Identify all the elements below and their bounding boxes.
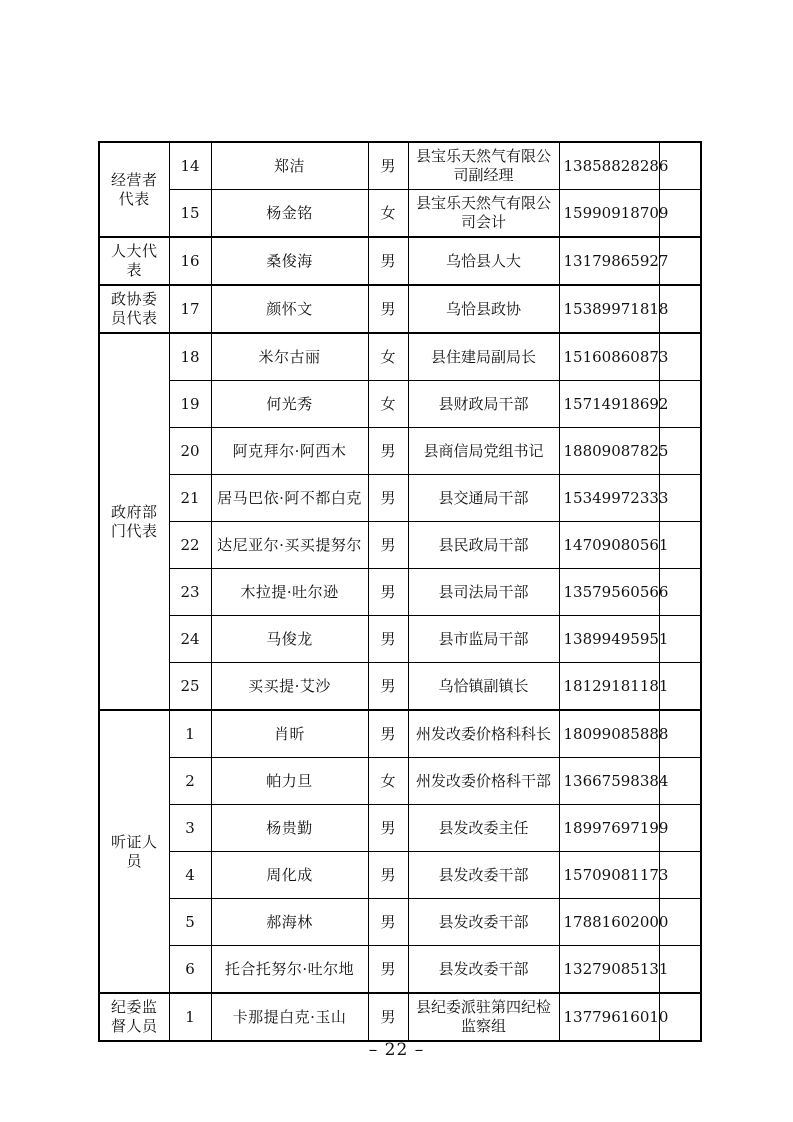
name-cell: 达尼亚尔·买买提努尔 <box>211 522 368 569</box>
position-cell: 县发改委主任 <box>408 805 559 852</box>
name-cell: 米尔古丽 <box>211 333 368 381</box>
position-cell: 县市监局干部 <box>408 616 559 663</box>
position-cell: 县财政局干部 <box>408 381 559 428</box>
position-cell: 州发改委价格科科长 <box>408 710 559 758</box>
phone-cell: 13579560566 <box>559 569 659 616</box>
gender-cell: 男 <box>368 616 408 663</box>
row-number-cell: 2 <box>169 758 211 805</box>
table-row <box>99 285 701 333</box>
table-row <box>99 663 701 711</box>
table-row <box>99 237 701 285</box>
name-cell: 杨贵勤 <box>211 805 368 852</box>
name-cell: 肖昕 <box>211 710 368 758</box>
row-number-cell: 24 <box>169 616 211 663</box>
name-cell: 郝海林 <box>211 899 368 946</box>
phone-cell: 13279085131 <box>559 946 659 994</box>
gender-cell: 男 <box>368 142 408 190</box>
row-number-cell: 14 <box>169 142 211 190</box>
position-cell: 州发改委价格科干部 <box>408 758 559 805</box>
phone-cell: 13667598384 <box>559 758 659 805</box>
phone-cell: 15714918692 <box>559 381 659 428</box>
category-cell: 政协委员代表 <box>99 285 169 333</box>
table-row <box>99 616 701 663</box>
table-row <box>99 993 701 1041</box>
gender-cell: 男 <box>368 237 408 285</box>
gender-cell: 女 <box>368 381 408 428</box>
row-number-cell: 5 <box>169 899 211 946</box>
table-row <box>99 852 701 899</box>
page-number: – 22 – <box>368 1040 425 1060</box>
row-number-cell: 23 <box>169 569 211 616</box>
name-cell: 居马巴依·阿不都白克 <box>211 475 368 522</box>
position-cell: 县发改委干部 <box>408 899 559 946</box>
table-row <box>99 333 701 381</box>
gender-cell: 男 <box>368 993 408 1041</box>
gender-cell: 男 <box>368 522 408 569</box>
row-number-cell: 6 <box>169 946 211 994</box>
table-row <box>99 805 701 852</box>
category-cell: 经营者代表 <box>99 142 169 237</box>
row-number-cell: 18 <box>169 333 211 381</box>
phone-cell: 13858828286 <box>559 142 659 190</box>
phone-cell: 13179865927 <box>559 237 659 285</box>
name-cell: 阿克拜尔·阿西木 <box>211 428 368 475</box>
table-row <box>99 190 701 238</box>
table-row <box>99 428 701 475</box>
row-number-cell: 19 <box>169 381 211 428</box>
category-cell: 人大代表 <box>99 237 169 285</box>
table-row <box>99 758 701 805</box>
participants-table <box>98 141 702 1042</box>
position-cell: 县发改委干部 <box>408 852 559 899</box>
phone-cell: 15389971818 <box>559 285 659 333</box>
position-cell: 县发改委干部 <box>408 946 559 994</box>
row-number-cell: 21 <box>169 475 211 522</box>
category-cell: 纪委监督人员 <box>99 993 169 1041</box>
position-cell: 县民政局干部 <box>408 522 559 569</box>
gender-cell: 女 <box>368 190 408 238</box>
gender-cell: 男 <box>368 710 408 758</box>
phone-cell: 18129181181 <box>559 663 659 711</box>
gender-cell: 男 <box>368 852 408 899</box>
row-number-cell: 1 <box>169 710 211 758</box>
name-cell: 何光秀 <box>211 381 368 428</box>
gender-cell: 男 <box>368 475 408 522</box>
row-number-cell: 1 <box>169 993 211 1041</box>
name-cell: 杨金铭 <box>211 190 368 238</box>
position-cell: 县住建局副局长 <box>408 333 559 381</box>
table-row <box>99 142 701 190</box>
category-cell: 政府部门代表 <box>99 333 169 710</box>
row-number-cell: 15 <box>169 190 211 238</box>
gender-cell: 男 <box>368 946 408 994</box>
phone-cell: 14709080561 <box>559 522 659 569</box>
table-row <box>99 569 701 616</box>
position-cell: 县宝乐天然气有限公司副经理 <box>408 142 559 190</box>
row-number-cell: 17 <box>169 285 211 333</box>
name-cell: 马俊龙 <box>211 616 368 663</box>
name-cell: 颜怀文 <box>211 285 368 333</box>
participants-table-body <box>99 142 701 1041</box>
position-cell: 乌恰县政协 <box>408 285 559 333</box>
row-number-cell: 3 <box>169 805 211 852</box>
phone-cell: 17881602000 <box>559 899 659 946</box>
name-cell: 周化成 <box>211 852 368 899</box>
name-cell: 托合托努尔·吐尔地 <box>211 946 368 994</box>
position-cell: 乌恰镇副镇长 <box>408 663 559 711</box>
position-cell: 县司法局干部 <box>408 569 559 616</box>
table-row <box>99 522 701 569</box>
gender-cell: 男 <box>368 663 408 711</box>
position-cell: 县商信局党组书记 <box>408 428 559 475</box>
name-cell: 木拉提·吐尔逊 <box>211 569 368 616</box>
table-row <box>99 475 701 522</box>
name-cell: 郑洁 <box>211 142 368 190</box>
row-number-cell: 22 <box>169 522 211 569</box>
gender-cell: 女 <box>368 333 408 381</box>
gender-cell: 男 <box>368 428 408 475</box>
name-cell: 卡那提白克·玉山 <box>211 993 368 1041</box>
position-cell: 县宝乐天然气有限公司会计 <box>408 190 559 238</box>
row-number-cell: 4 <box>169 852 211 899</box>
position-cell: 乌恰县人大 <box>408 237 559 285</box>
phone-cell: 18099085888 <box>559 710 659 758</box>
phone-cell: 15160860873 <box>559 333 659 381</box>
gender-cell: 女 <box>368 758 408 805</box>
name-cell: 帕力旦 <box>211 758 368 805</box>
position-cell: 县纪委派驻第四纪检监察组 <box>408 993 559 1041</box>
gender-cell: 男 <box>368 285 408 333</box>
name-cell: 买买提·艾沙 <box>211 663 368 711</box>
phone-cell: 13779616010 <box>559 993 659 1041</box>
name-cell: 桑俊海 <box>211 237 368 285</box>
row-number-cell: 25 <box>169 663 211 711</box>
gender-cell: 男 <box>368 899 408 946</box>
category-cell: 听证人员 <box>99 710 169 993</box>
gender-cell: 男 <box>368 805 408 852</box>
table-row <box>99 381 701 428</box>
table-row <box>99 710 701 758</box>
row-number-cell: 20 <box>169 428 211 475</box>
row-number-cell: 16 <box>169 237 211 285</box>
phone-cell: 18809087825 <box>559 428 659 475</box>
phone-cell: 15990918709 <box>559 190 659 238</box>
gender-cell: 男 <box>368 569 408 616</box>
table-row <box>99 899 701 946</box>
table-row <box>99 946 701 994</box>
position-cell: 县交通局干部 <box>408 475 559 522</box>
phone-cell: 18997697199 <box>559 805 659 852</box>
phone-cell: 15709081173 <box>559 852 659 899</box>
phone-cell: 15349972333 <box>559 475 659 522</box>
phone-cell: 13899495951 <box>559 616 659 663</box>
